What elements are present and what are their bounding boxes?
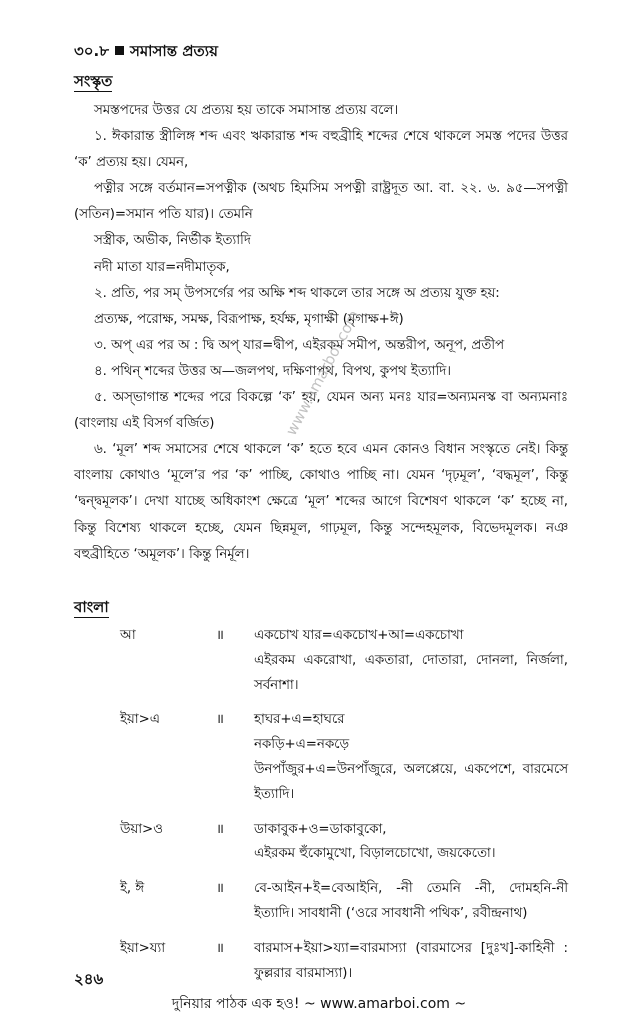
suffix-row [74,937,568,987]
suffix-description [254,708,568,807]
suffix-description [254,937,568,987]
separator-mark: ॥ [216,628,224,643]
section-title: সমাসান্ত প্রত্যয় [129,42,218,60]
suffix-term: উয়া>ও [120,821,163,837]
separator-mark: ॥ [216,940,224,956]
example-line: ডাকাবুক+ও=ডাকাবুকো, [254,821,387,837]
paragraph: ৩. অপ্ এর পর অ : দ্বি অপ্ যার=দ্বীপ, এইরকম সমীপ, অন্তরীপ, অনূপ, প্রতীপ [94,337,505,353]
example-line: উনপাঁজুর+এ=উনপাঁজুরে, অলপ্পেয়ে, একপেশে, বারমেসে ইত্যাদি। [254,761,568,802]
example-line: একচোখ যার=একচোখ+আ=একচোখা [254,628,464,643]
paragraph: ৫. অস্ভাগান্ত শব্দের পরে বিকল্পে ‘ক’ হয়, যেমন অন্য মনঃ যার=অন্যমনস্ক বা অন্যমনাঃ (বাংলায় এই বিসর্গ বর্জিত) [74,390,568,432]
example-line: বে-আইন+ই=বেআইনি, -নী তেমনি -নী, দোমহনি-নী ইত্যাদি। সাবধানী (‘ওরে সাবধানী পথিক’, রবীন্দ্রনাথ) [254,881,568,921]
paragraph: সমস্তপদের উত্তর যে প্রত্যয় হয় তাকে সমাসান্ত প্রত্যয় বলে। [94,103,399,118]
heading-sanskrit: সংস্কৃত [74,72,113,90]
separator-mark: ॥ [216,881,224,897]
paragraph: ৪. পথিন্ শব্দের উত্তর অ—জলপথ, দক্ষিণাপথ, বিপথ, কুপথ ইত্যাদি। [94,363,452,379]
example-line: বারমাস+ইয়া>য্যা=বারমাস্যা (বারমাসের [দুঃখ]-কাহিনী : ফুল্লরার বারমাস্যা)। [254,940,568,981]
paragraph: ৬. ‘মূল’ শব্দ সমাসের শেষে থাকলে ‘ক’ হতে হবে এমন কোনও বিধান সংস্কৃতে নেই। কিন্তু বাংলায় কোথাও ‘মূলে’র পর ‘ক’ পাচ্ছি, কোথাও পাচ্ছি না। যেমন ‘দৃঢ়মূল’, ‘বদ্ধমূল’, কিন্তু ‘দ্বন্দ্বমূলক’। দেখা যাচ্ছে অধিকাংশ ক্ষেত্রে ‘মূল’ শব্দের আগে বিশেষণ থাকলে ‘ক’ হচ্ছে না, কিন্তু বিশেষ্য থাকলে হচ্ছে, যেমন ছিন্নমূল, গাঢ়মূল, কিন্তু সন্দেহমূলক, বিভেদমূলক। নঞ বহুব্রীহিতে ‘অমূলক’। কিন্তু নির্মূল। [74,442,568,562]
suffix-row [74,624,568,698]
page-header [74,40,218,65]
example-line: হাঘর+এ=হাঘরে [254,712,345,728]
page-number: ২৪৬ [74,970,104,988]
separator-mark: ॥ [216,821,224,837]
heading-bangla: বাংলা [74,598,109,616]
sanskrit-body [74,98,568,568]
suffix-description [254,818,568,868]
suffix-term: আ [120,628,136,643]
watermark-text: www.amarboi.com [282,307,364,439]
paragraph: প্রত্যক্ষ, পরোক্ষ, সমক্ষ, বিরূপাক্ষ, হর্যক্ষ, মৃগাক্ষী (মৃগাক্ষ+ঈ) [94,311,404,327]
paragraph: সস্ত্রীক, অভীক, নির্ভীক ইত্যাদি [94,233,251,249]
suffix-term: ইয়া>য্যা [120,940,166,956]
page-footer: দুনিয়ার পাঠক এক হও! ~ www.amarboi.com ~ [171,996,467,1012]
separator-mark: ॥ [216,712,224,728]
suffix-description [254,624,568,698]
suffix-description [254,877,568,927]
example-line: এইরকম একরোখা, একতারা, দোতারা, দোনলা, নির্জলা, সর্বনাশা। [254,652,568,693]
suffix-row [74,818,568,868]
suffix-row [74,877,568,927]
paragraph: পত্নীর সঙ্গে বর্তমান=সপত্নীক (অথচ হিমসিম সপত্নী রাষ্ট্রদূত আ. বা. ২২. ৬. ৯৫—সপত্নী (সতিন)=সমান পতি যার)। তেমনি [74,181,568,223]
paragraph: নদী মাতা যার=নদীমাতৃক, [94,259,230,275]
suffix-table [74,624,568,996]
suffix-term: ই, ঈ [120,881,145,897]
square-bullet-icon [115,46,124,55]
example-line: এইরকম হুঁকোমুখো, বিড়ালচোখো, জয়কেতো। [254,846,496,862]
suffix-term: ইয়া>এ [120,712,160,728]
example-line: নকড়ি+এ=নকড়ে [254,737,350,753]
suffix-row [74,708,568,807]
section-number: ৩০.৮ [74,42,109,60]
paragraph: ২. প্রতি, পর সম্ উপসর্গের পর অক্ষি শব্দ থাকলে তার সঙ্গে অ প্রত্যয় যুক্ত হয়: [94,285,500,301]
paragraph: ১. ঈকারান্ত স্ত্রীলিঙ্গ শব্দ এবং ঋকারান্ত শব্দ বহুব্রীহি শব্দের শেষে থাকলে সমস্ত পদের উত্তর ‘ক’ প্রত্যয় হয়। যেমন, [74,129,568,171]
